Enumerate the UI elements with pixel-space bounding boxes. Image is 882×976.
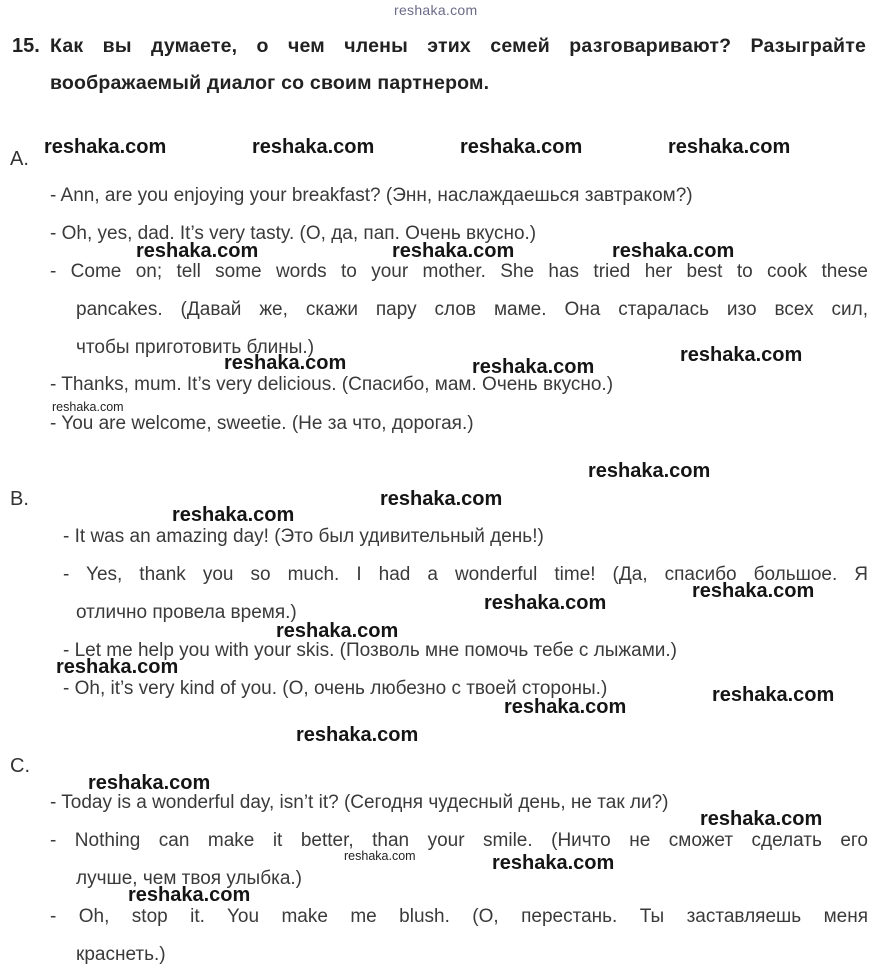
watermark: reshaka.com: [700, 808, 823, 830]
dialog-line: - Today is a wonderful day, isn’t it? (Сегодня чудесный день, не так ли?): [50, 792, 669, 813]
watermark: reshaka.com: [88, 772, 211, 794]
watermark: reshaka.com: [692, 580, 815, 602]
dialog-line: - Oh, yes, dad. It’s very tasty. (О, да, пап. Очень вкусно.): [50, 223, 537, 244]
dialog-line: - Yes, thank you so much. I had a wonderful time! (Да, спасибо большое. Я: [63, 564, 868, 585]
dialog-line: - Oh, stop it. You make me blush. (О, перестань. Ты заставляешь меня: [50, 906, 868, 927]
dialog-line: - Let me help you with your skis. (Позволь мне помочь тебе с лыжами.): [63, 640, 677, 661]
dialog-line: - You are welcome, sweetie. (Не за что, дорогая.): [50, 413, 474, 434]
watermark: reshaka.com: [484, 592, 607, 614]
dialog-line: лучше, чем твоя улыбка.): [76, 868, 302, 889]
watermark: reshaka.com: [172, 504, 295, 526]
watermark: reshaka.com: [680, 344, 803, 366]
watermark: reshaka.com: [588, 460, 711, 482]
dialog-line: - It was an amazing day! (Это был удивительный день!): [63, 526, 544, 547]
dialog-line: pancakes. (Давай же, скажи пару слов маме. Она старалась изо всех сил,: [76, 299, 868, 320]
watermark: reshaka.com: [224, 352, 347, 374]
watermark: reshaka.com: [56, 656, 179, 678]
watermark: reshaka.com: [44, 136, 167, 158]
watermark: reshaka.com: [52, 400, 124, 414]
dialog-line: чтобы приготовить блины.): [76, 337, 315, 358]
watermark: reshaka.com: [612, 240, 735, 262]
watermark: reshaka.com: [472, 356, 595, 378]
section-b-label: B.: [10, 488, 29, 510]
dialog-line: - Oh, it’s very kind of you. (О, очень любезно с твоей стороны.): [63, 678, 608, 699]
watermark: reshaka.com: [492, 852, 615, 874]
watermark-top: reshaka.com: [394, 2, 478, 18]
watermark: reshaka.com: [128, 884, 251, 906]
watermark: reshaka.com: [276, 620, 399, 642]
dialog-line: - Come on; tell some words to your mother. She has tried her best to cook these: [50, 261, 868, 282]
section-c-label: C.: [10, 755, 30, 777]
task-title-line-2: воображаемый диалог со своим партнером.: [50, 72, 490, 94]
watermark: reshaka.com: [136, 240, 259, 262]
dialog-line: - Thanks, mum. It’s very delicious. (Спасибо, мам. Очень вкусно.): [50, 374, 614, 395]
dialog-line: - Nothing can make it better, than your smile. (Ничто не сможет сделать его: [50, 830, 868, 851]
section-a-label: A.: [10, 148, 29, 170]
task-title-line-1: Как вы думаете, о чем члены этих семей разговаривают? Разыграйте: [50, 35, 866, 57]
dialog-line: краснеть.): [76, 944, 166, 965]
watermark: reshaka.com: [380, 488, 503, 510]
watermark: reshaka.com: [460, 136, 583, 158]
watermark: reshaka.com: [296, 724, 419, 746]
watermark: reshaka.com: [344, 849, 416, 863]
watermark: reshaka.com: [392, 240, 515, 262]
task-number: 15.: [12, 35, 40, 57]
watermark: reshaka.com: [712, 684, 835, 706]
watermark: reshaka.com: [668, 136, 791, 158]
dialog-line: отлично провела время.): [76, 602, 297, 623]
dialog-line: - Ann, are you enjoying your breakfast? (Энн, наслаждаешься завтраком?): [50, 185, 693, 206]
watermark: reshaka.com: [504, 696, 627, 718]
watermark: reshaka.com: [252, 136, 375, 158]
